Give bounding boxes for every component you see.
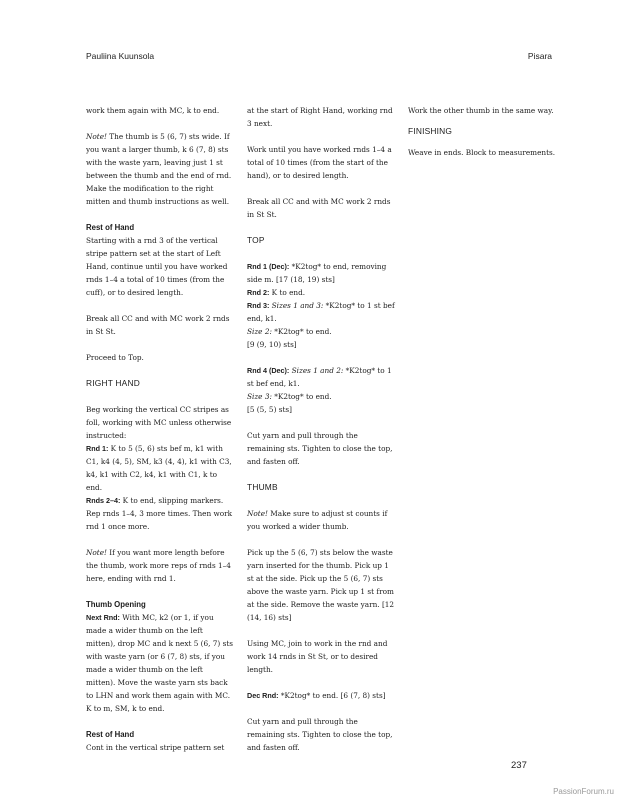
note-text: Make sure to adjust st counts if you worked a wider thumb. (247, 509, 388, 531)
section-heading-top: TOP (247, 235, 265, 245)
paragraph: Cut yarn and pull through the remaining sts. Tighten to close the top, and fasten off. (247, 717, 393, 752)
instruction-text: With MC, k2 (or 1, if you made a wider thumb on the left mitten), drop MC and k next 5 (6, 7) sts with waste yarn (or 6 (7, 8) sts, if you made a wider thumb on the left mitten). Move the waste yarn sts back to LHN and work them again with MC. K to m, SM, k to end. (86, 613, 234, 713)
size-label: Size 3: (247, 392, 272, 401)
size-label: Sizes 1 and 3: (269, 301, 324, 310)
paragraph: Break all CC and with MC work 2 rnds in St St. (86, 314, 230, 336)
paragraph: Cont in the vertical stripe pattern set (86, 743, 225, 752)
instruction-size-3 (247, 390, 395, 403)
page-number: 237 (511, 760, 527, 771)
column-3 (408, 104, 558, 172)
instruction-text: *K2tog* to 1 st bef end, k1. (247, 301, 395, 323)
column-1 (86, 104, 234, 754)
instruction-text: *K2tog* to 1 st bef end, k1. (247, 366, 392, 388)
instruction-label: Dec Rnd: (247, 691, 279, 700)
instruction-text: K to 5 (5, 6) sts bef m, k1 with C1, k4 (4, 5), SM, k3 (4, 4), k1 with C3, k4, k1 with C2, k4, k1 with C1, k to end. (86, 444, 232, 492)
instruction-rnd-4-dec (247, 364, 395, 390)
running-header-author: Pauliina Kuunsola (86, 51, 155, 61)
instruction-label: Next Rnd: (86, 613, 120, 622)
paragraph: Proceed to Top. (86, 353, 144, 362)
note-paragraph (86, 546, 234, 585)
note-text: The thumb is 5 (6, 7) sts wide. If you want a larger thumb, k 6 (7, 8) sts with the waste yarn, leaving just 1 st between the thumb and the end of rnd. Make the modification to the right mitten and thumb instructions as well. (86, 132, 232, 206)
paragraph: at the start of Right Hand, working rnd 3 next. (247, 106, 393, 128)
paragraph: Beg working the vertical CC stripes as foll, working with MC unless otherwise instructed: (86, 405, 232, 440)
paragraph: Weave in ends. Block to measurements. (408, 148, 556, 157)
instruction-label: Rnd 2: (247, 288, 270, 297)
instruction-text: *K2tog* to end. (271, 327, 332, 336)
instruction-rnd-1-dec (247, 260, 395, 286)
stitch-count: [5 (5, 5) sts] (247, 405, 293, 414)
note-label: Note! (247, 509, 268, 518)
instruction-text: K to end, slipping markers. Rep rnds 1–4, 3 more times. Then work rnd 1 once more. (86, 496, 233, 531)
instruction-next-rnd (86, 611, 234, 715)
instruction-rnds-2-4 (86, 494, 234, 533)
paragraph: Cut yarn and pull through the remaining sts. Tighten to close the top, and fasten off. (247, 431, 393, 466)
note-paragraph (247, 507, 395, 533)
instruction-rnd-2 (247, 286, 395, 299)
running-header-title: Pisara (527, 51, 552, 61)
instruction-rnd-1 (86, 442, 234, 494)
paragraph: Starting with a rnd 3 of the vertical stripe pattern set at the start of Left Hand, continue until you have worked rnds 1–4 a total of 10 times (from the cuff), or to desired length. (86, 236, 228, 297)
note-label: Note! (86, 548, 107, 557)
section-heading-right-hand: RIGHT HAND (86, 378, 140, 388)
paragraph: Using MC, join to work in the rnd and work 14 rnds in St St, or to desired length. (247, 639, 388, 674)
watermark: PassionForum.ru (553, 787, 614, 796)
paragraph: Pick up the 5 (6, 7) sts below the waste yarn inserted for the thumb. Pick up 1 st at the side. Pick up the 5 (6, 7) sts above the waste yarn. Pick up 1 st from at the side. Remove the waste yarn. [12 (14, 16) sts] (247, 548, 395, 622)
instruction-text: *K2tog* to end. (271, 392, 332, 401)
subheading-thumb-opening: Thumb Opening (86, 600, 146, 609)
stitch-count: [9 (9, 10) sts] (247, 340, 297, 349)
paragraph: Work the other thumb in the same way. (408, 106, 554, 115)
instruction-text: K to end. (269, 288, 306, 297)
paragraph: Break all CC and with MC work 2 rnds in St St. (247, 197, 391, 219)
instruction-dec-rnd (247, 689, 395, 702)
instruction-text: *K2tog* to end. [6 (7, 8) sts] (278, 691, 386, 700)
instruction-label: Rnds 2–4: (86, 496, 121, 505)
instruction-text: *K2tog* to end, removing side m. [17 (18, 19) sts] (247, 262, 387, 284)
instruction-label: Rnd 3: (247, 301, 270, 310)
note-paragraph (86, 130, 234, 208)
paragraph: Work until you have worked rnds 1–4 a total of 10 times (from the start of the hand), or to desired length. (247, 145, 392, 180)
note-text: If you want more length before the thumb, work more reps of rnds 1–4 here, ending with rnd 1. (86, 548, 231, 583)
size-label: Size 2: (247, 327, 272, 336)
instruction-label: Rnd 4 (Dec): (247, 366, 290, 375)
column-2 (247, 104, 395, 767)
size-label: Sizes 1 and 2: (289, 366, 344, 375)
note-label: Note! (86, 132, 107, 141)
instruction-size-2 (247, 325, 395, 338)
subheading-rest-of-hand-2: Rest of Hand (86, 730, 135, 739)
instruction-label: Rnd 1 (Dec): (247, 262, 290, 271)
instruction-rnd-3 (247, 299, 395, 325)
instruction-label: Rnd 1: (86, 444, 109, 453)
section-heading-finishing: FINISHING (408, 126, 453, 136)
section-heading-thumb: THUMB (247, 482, 278, 492)
paragraph: work them again with MC, k to end. (86, 106, 220, 115)
subheading-rest-of-hand: Rest of Hand (86, 223, 135, 232)
